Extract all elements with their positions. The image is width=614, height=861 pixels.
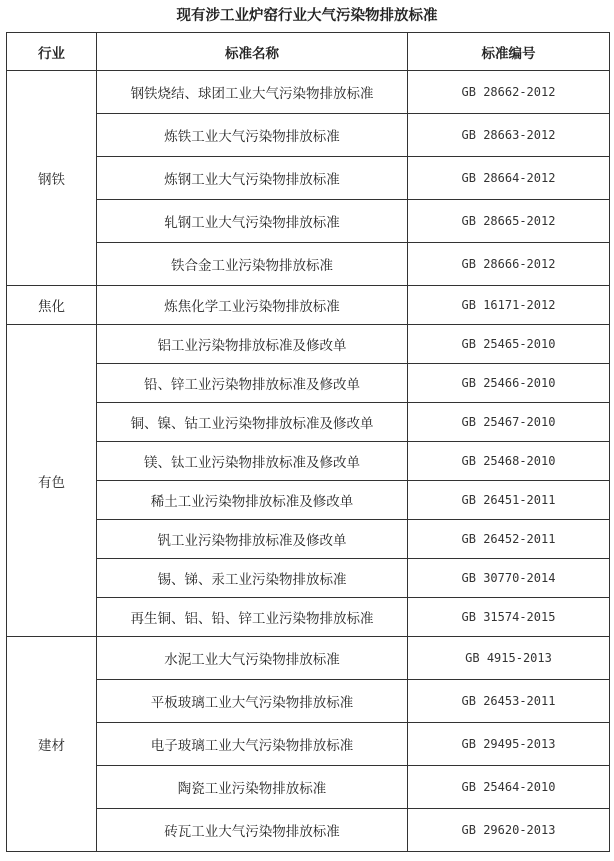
standard-name-cell: 炼铁工业大气污染物排放标准: [97, 114, 408, 157]
standard-code-cell: GB 26452-2011: [408, 520, 610, 559]
standard-name-cell: 炼焦化学工业污染物排放标准: [97, 286, 408, 325]
table-row: [7, 520, 610, 559]
standard-name-cell: 砖瓦工业大气污染物排放标准: [97, 809, 408, 852]
industry-cell: 建材: [7, 637, 97, 852]
header-industry: 行业: [7, 33, 97, 71]
table-row: [7, 809, 610, 852]
table-row: [7, 766, 610, 809]
table-row: [7, 364, 610, 403]
industry-cell: 有色: [7, 325, 97, 637]
standard-name-cell: 炼钢工业大气污染物排放标准: [97, 157, 408, 200]
standard-code-cell: GB 26451-2011: [408, 481, 610, 520]
table-row: [7, 637, 610, 680]
standard-name-cell: 电子玻璃工业大气污染物排放标准: [97, 723, 408, 766]
header-standard-name: 标准名称: [97, 33, 408, 71]
standard-code-cell: GB 25466-2010: [408, 364, 610, 403]
standard-name-cell: 陶瓷工业污染物排放标准: [97, 766, 408, 809]
table-row: [7, 403, 610, 442]
table-row: [7, 243, 610, 286]
table-row: [7, 559, 610, 598]
standard-code-cell: GB 26453-2011: [408, 680, 610, 723]
standard-code-cell: GB 29620-2013: [408, 809, 610, 852]
standard-name-cell: 水泥工业大气污染物排放标准: [97, 637, 408, 680]
standard-code-cell: GB 28664-2012: [408, 157, 610, 200]
table-row: [7, 723, 610, 766]
page-title: 现有涉工业炉窑行业大气污染物排放标准: [176, 8, 438, 24]
standard-code-cell: GB 30770-2014: [408, 559, 610, 598]
standard-name-cell: 稀土工业污染物排放标准及修改单: [97, 481, 408, 520]
table-row: [7, 200, 610, 243]
standard-name-cell: 钒工业污染物排放标准及修改单: [97, 520, 408, 559]
standard-code-cell: GB 28666-2012: [408, 243, 610, 286]
table-row: [7, 680, 610, 723]
header-standard-code: 标准编号: [408, 33, 610, 71]
standard-name-cell: 镁、钛工业污染物排放标准及修改单: [97, 442, 408, 481]
table-row: [7, 157, 610, 200]
table-row: [7, 114, 610, 157]
standard-name-cell: 铁合金工业污染物排放标准: [97, 243, 408, 286]
industry-cell: 焦化: [7, 286, 97, 325]
standard-code-cell: GB 29495-2013: [408, 723, 610, 766]
standard-name-cell: 再生铜、铝、铅、锌工业污染物排放标准: [97, 598, 408, 637]
table-row: [7, 442, 610, 481]
table-row: [7, 598, 610, 637]
standard-name-cell: 铅、锌工业污染物排放标准及修改单: [97, 364, 408, 403]
standard-code-cell: GB 16171-2012: [408, 286, 610, 325]
standard-name-cell: 轧钢工业大气污染物排放标准: [97, 200, 408, 243]
standard-name-cell: 平板玻璃工业大气污染物排放标准: [97, 680, 408, 723]
industry-cell: 钢铁: [7, 71, 97, 286]
standard-code-cell: GB 25465-2010: [408, 325, 610, 364]
table-row: [7, 481, 610, 520]
standard-code-cell: GB 28663-2012: [408, 114, 610, 157]
standard-code-cell: GB 25468-2010: [408, 442, 610, 481]
standard-code-cell: GB 28662-2012: [408, 71, 610, 114]
table-row: [7, 286, 610, 325]
standards-table: [6, 32, 610, 852]
standard-name-cell: 铜、镍、钴工业污染物排放标准及修改单: [97, 403, 408, 442]
table-row: [7, 71, 610, 114]
standard-code-cell: GB 4915-2013: [408, 637, 610, 680]
table-row: [7, 325, 610, 364]
standard-name-cell: 锡、锑、汞工业污染物排放标准: [97, 559, 408, 598]
standard-name-cell: 铝工业污染物排放标准及修改单: [97, 325, 408, 364]
standard-code-cell: GB 25467-2010: [408, 403, 610, 442]
table-header-row: [7, 33, 610, 71]
standard-code-cell: GB 28665-2012: [408, 200, 610, 243]
standard-name-cell: 钢铁烧结、球团工业大气污染物排放标准: [97, 71, 408, 114]
standard-code-cell: GB 31574-2015: [408, 598, 610, 637]
standard-code-cell: GB 25464-2010: [408, 766, 610, 809]
